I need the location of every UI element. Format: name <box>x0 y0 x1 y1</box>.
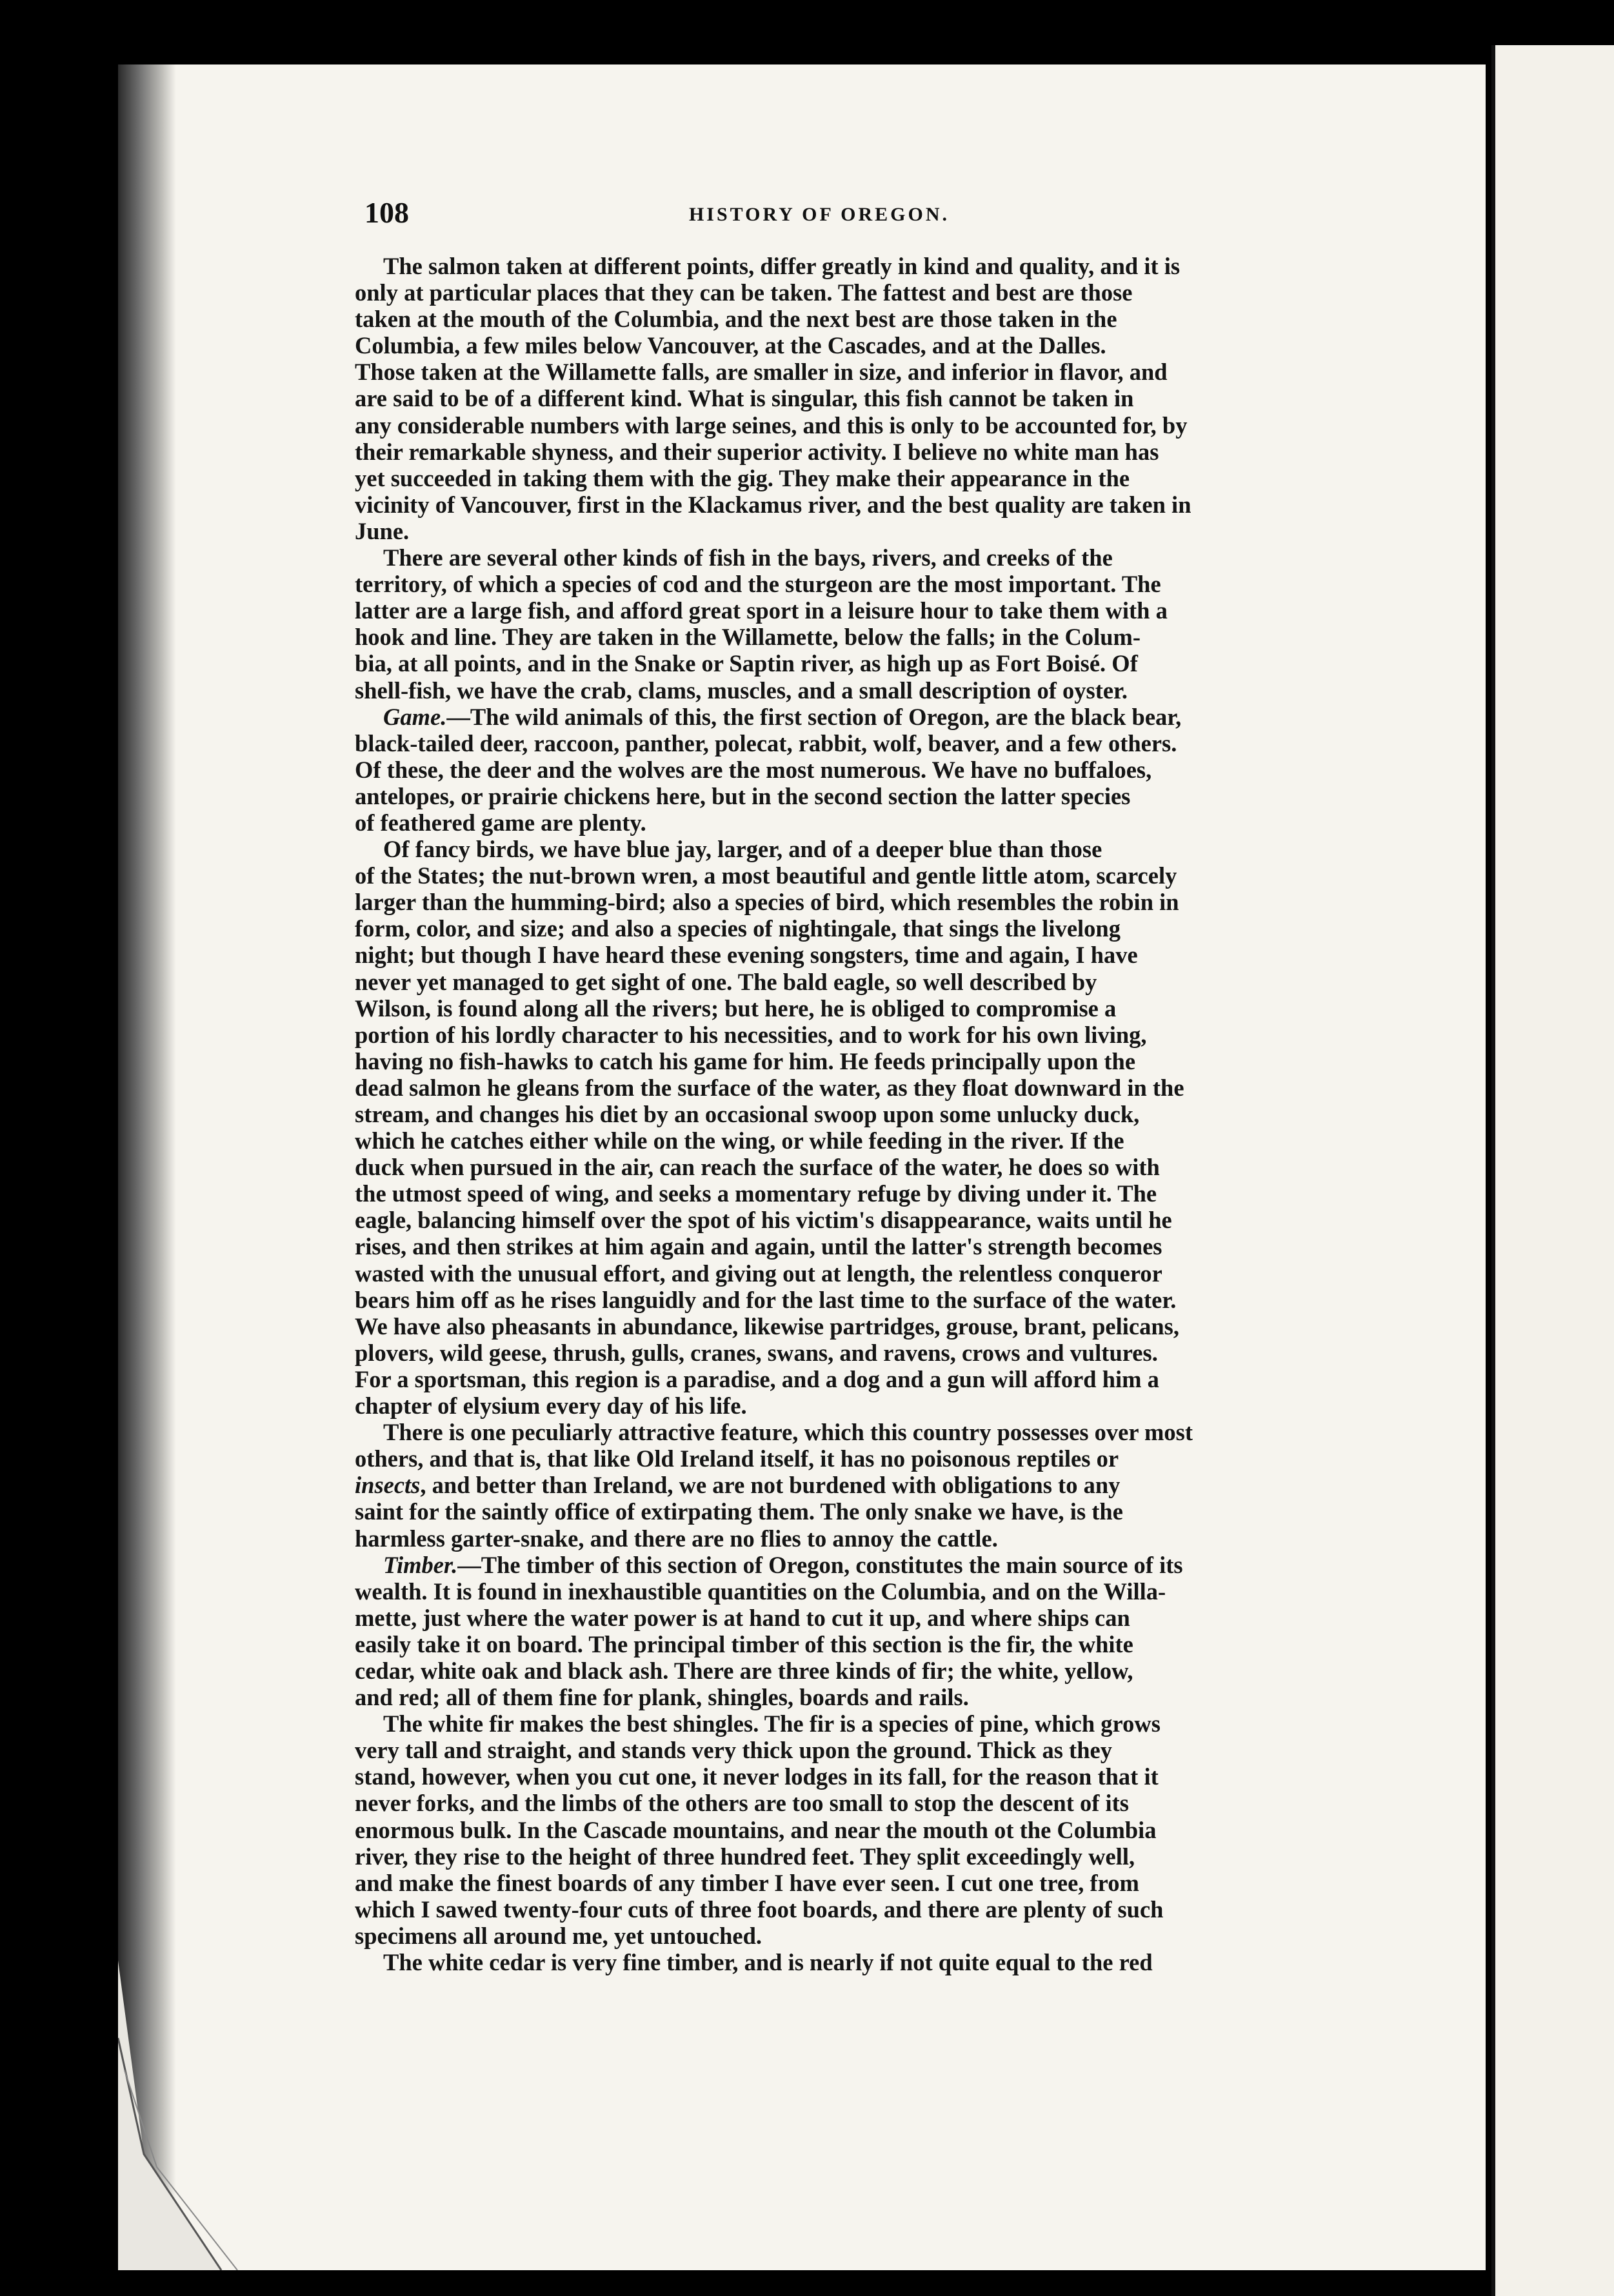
line-text: form, color, and size; and also a species of nightingale, that sings the livelong <box>355 915 1121 942</box>
line-text: Of fancy birds, we have blue jay, larger, and of a deeper blue than those <box>383 836 1102 863</box>
text-line <box>355 1525 1277 1552</box>
line-text: —The timber of this section of Oregon, constitutes the main source of its <box>457 1551 1183 1578</box>
line-text: territory, of which a species of cod and the sturgeon are the most important. The <box>355 571 1161 598</box>
text-line <box>355 385 1277 411</box>
line-text: There are several other kinds of fish in the bays, rivers, and creeks of the <box>383 544 1113 571</box>
italic-word: insects <box>355 1472 421 1499</box>
line-text: black-tailed deer, raccoon, panther, polecat, rabbit, wolf, beaver, and a few others. <box>355 729 1177 757</box>
text-line <box>355 359 1277 385</box>
line-text: The white fir makes the best shingles. The fir is a species of pine, which grows <box>383 1710 1161 1737</box>
book-spine-shadow <box>118 64 176 2270</box>
line-text: Columbia, a few miles below Vancouver, at the Cascades, and at the Dalles. <box>355 332 1106 359</box>
line-text: antelopes, or prairie chickens here, but in the second section the latter species <box>355 782 1131 809</box>
text-line <box>355 1154 1277 1180</box>
page-corner-fold <box>118 1961 286 2270</box>
line-text: bears him off as he rises languidly and for the last time to the surface of the water. <box>355 1286 1177 1313</box>
section-heading: Timber. <box>383 1551 458 1578</box>
line-text: latter are a large fish, and afford great sport in a leisure hour to take them with a <box>355 597 1168 624</box>
line-text: wasted with the unusual effort, and giving out at length, the relentless conqueror <box>355 1260 1162 1287</box>
text-line <box>355 650 1277 677</box>
line-text: never forks, and the limbs of the others are too small to stop the descent of its <box>355 1790 1130 1817</box>
line-text: portion of his lordly character to his necessities, and to work for his own living, <box>355 1021 1147 1048</box>
text-line <box>355 306 1277 332</box>
line-text: any considerable numbers with large seines, and this is only to be accounted for, by <box>355 411 1188 439</box>
text-line <box>355 1048 1277 1074</box>
text-line <box>355 1419 1277 1445</box>
line-text: of feathered game are plenty. <box>355 809 646 836</box>
text-line <box>355 518 1277 544</box>
line-text: For a sportsman, this region is a paradise, and a dog and a gun will afford him a <box>355 1365 1159 1392</box>
text-line <box>355 1233 1277 1260</box>
text-line <box>355 889 1277 915</box>
line-text: only at particular places that they can be taken. The fattest and best are those <box>355 279 1133 306</box>
text-line <box>355 412 1277 439</box>
line-text: Wilson, is found along all the rivers; but here, he is obliged to compromise a <box>355 995 1117 1022</box>
line-text: Of these, the deer and the wolves are the most numerous. We have no buffaloes, <box>355 756 1152 783</box>
text-line <box>355 1313 1277 1340</box>
line-text: duck when pursued in the air, can reach the surface of the water, he does so with <box>355 1154 1160 1181</box>
line-text: June. <box>355 517 410 544</box>
line-text: saint for the saintly office of extirpating them. The only snake we have, is the <box>355 1498 1123 1525</box>
text-line <box>355 1392 1277 1419</box>
text-line <box>355 1340 1277 1366</box>
line-text: —The wild animals of this, the first section of Oregon, are the black bear, <box>446 703 1182 730</box>
text-line <box>355 465 1277 491</box>
line-text: having no fish-hawks to catch his game for him. He feeds principally upon the <box>355 1047 1136 1074</box>
line-text: vicinity of Vancouver, first in the Klackamus river, and the best quality are taken in <box>355 491 1191 518</box>
text-line <box>355 1127 1277 1154</box>
line-text: and red; all of them fine for plank, shingles, boards and rails. <box>355 1684 969 1711</box>
section-heading: Game. <box>383 703 447 730</box>
running-head-title: HISTORY OF OREGON. <box>688 204 950 225</box>
line-text: others, and that is, that like Old Ireland itself, it has no poisonous reptiles or <box>355 1445 1119 1472</box>
text-line <box>355 332 1277 359</box>
text-line <box>355 279 1277 306</box>
text-line <box>355 1472 1277 1498</box>
text-line <box>355 1896 1277 1923</box>
line-text: specimens all around me, yet untouched. <box>355 1922 762 1949</box>
text-line <box>355 1790 1277 1816</box>
line-text: rises, and then strikes at him again and again, until the latter's strength becomes <box>355 1233 1162 1260</box>
text-line <box>355 1445 1277 1472</box>
line-text: stream, and changes his diet by an occasional swoop upon some unlucky duck, <box>355 1101 1140 1127</box>
line-text: We have also pheasants in abundance, likewise partridges, grouse, brant, pelicans, <box>355 1312 1179 1340</box>
facing-page-margin <box>1495 45 1614 2296</box>
line-text: night; but though I have heard these evening songsters, time and again, I have <box>355 942 1138 969</box>
line-text: wealth. It is found in inexhaustible quantities on the Columbia, and on the Willa- <box>355 1578 1166 1605</box>
text-line <box>355 1180 1277 1207</box>
text-line <box>355 1366 1277 1392</box>
text-line <box>355 491 1277 518</box>
text-line <box>355 783 1277 809</box>
text-line <box>355 1710 1277 1737</box>
text-line <box>355 995 1277 1022</box>
text-line <box>355 1631 1277 1658</box>
line-text: very tall and straight, and stands very thick upon the ground. Thick as they <box>355 1737 1112 1764</box>
text-line <box>355 253 1277 279</box>
text-line <box>355 969 1277 995</box>
body-text <box>355 253 1277 1975</box>
text-line <box>355 1074 1277 1101</box>
line-text: Those taken at the Willamette falls, are smaller in size, and inferior in flavor, and <box>355 359 1168 386</box>
line-text: harmless garter-snake, and there are no flies to annoy the cattle. <box>355 1525 998 1552</box>
line-text: and make the finest boards of any timber I have ever seen. I cut one tree, from <box>355 1869 1139 1896</box>
text-line <box>355 1101 1277 1127</box>
text-line <box>355 1498 1277 1525</box>
line-text: There is one peculiarly attractive feature, which this country possesses over most <box>383 1419 1193 1446</box>
folded-corner-shape <box>118 1961 221 2270</box>
line-text: , and better than Ireland, we are not burdened with obligations to any <box>420 1472 1121 1499</box>
line-text: stand, however, when you cut one, it never lodges in its fall, for the reason that it <box>355 1763 1159 1790</box>
line-text: larger than the humming-bird; also a species of bird, which resembles the robin in <box>355 889 1179 916</box>
text-line <box>355 597 1277 624</box>
line-text: bia, at all points, and in the Snake or Saptin river, as high up as Fort Boisé. Of <box>355 650 1138 677</box>
line-text: chapter of elysium every day of his life. <box>355 1392 747 1420</box>
line-text: enormous bulk. In the Cascade mountains, and near the mouth ot the Columbia <box>355 1816 1157 1843</box>
line-text: their remarkable shyness, and their superior activity. I believe no white man has <box>355 438 1159 465</box>
text-line <box>355 1658 1277 1684</box>
text-line <box>355 1552 1277 1578</box>
text-line <box>355 1817 1277 1843</box>
text-line <box>355 704 1277 730</box>
text-line <box>355 439 1277 465</box>
text-line <box>355 809 1277 836</box>
text-line <box>355 942 1277 968</box>
text-line <box>355 624 1277 650</box>
text-line <box>355 677 1277 704</box>
line-text: of the States; the nut-brown wren, a most beautiful and gentle little atom, scarcely <box>355 862 1177 889</box>
text-line <box>355 1737 1277 1763</box>
line-text: yet succeeded in taking them with the gig. They make their appearance in the <box>355 464 1130 491</box>
text-line <box>355 1578 1277 1605</box>
text-line <box>355 1605 1277 1631</box>
line-text: hook and line. They are taken in the Willamette, below the falls; in the Colum- <box>355 624 1141 651</box>
line-text: never yet managed to get sight of one. The bald eagle, so well described by <box>355 968 1097 995</box>
text-line <box>355 544 1277 571</box>
line-text: The salmon taken at different points, differ greatly in kind and quality, and it is <box>383 253 1181 279</box>
text-line <box>355 836 1277 862</box>
line-text: plovers, wild geese, thrush, gulls, cranes, swans, and ravens, crows and vultures. <box>355 1339 1158 1366</box>
text-line <box>355 1923 1277 1949</box>
text-line <box>355 730 1277 757</box>
text-line <box>355 1843 1277 1870</box>
line-text: The white cedar is very fine timber, and is nearly if not quite equal to the red <box>383 1949 1153 1975</box>
line-text: cedar, white oak and black ash. There are three kinds of fir; the white, yellow, <box>355 1657 1133 1684</box>
text-line <box>355 1207 1277 1233</box>
text-line <box>355 757 1277 783</box>
text-line <box>355 1763 1277 1790</box>
line-text: which I sawed twenty-four cuts of three foot boards, and there are plenty of such <box>355 1895 1164 1923</box>
line-text: which he catches either while on the wing, or while feeding in the river. If the <box>355 1127 1124 1154</box>
text-line <box>355 862 1277 889</box>
line-text: the utmost speed of wing, and seeks a momentary refuge by diving under it. The <box>355 1180 1157 1207</box>
text-line <box>355 1684 1277 1710</box>
line-text: shell-fish, we have the crab, clams, muscles, and a small description of oyster. <box>355 677 1128 704</box>
text-line <box>355 571 1277 597</box>
text-line <box>355 1260 1277 1287</box>
line-text: river, they rise to the height of three hundred feet. They split exceedingly well, <box>355 1843 1135 1870</box>
text-line <box>355 1870 1277 1896</box>
line-text: taken at the mouth of the Columbia, and the next best are those taken in the <box>355 306 1117 333</box>
text-line <box>355 1287 1277 1313</box>
page-number: 108 <box>364 196 409 229</box>
text-line <box>355 915 1277 942</box>
text-line <box>355 1022 1277 1048</box>
line-text: easily take it on board. The principal timber of this section is the fir, the white <box>355 1630 1133 1658</box>
line-text: are said to be of a different kind. What is singular, this fish cannot be taken in <box>355 385 1134 412</box>
line-text: eagle, balancing himself over the spot of his victim's disappearance, waits until he <box>355 1207 1172 1234</box>
line-text: dead salmon he gleans from the surface of the water, as they float downward in the <box>355 1074 1184 1101</box>
page-header <box>364 193 1274 232</box>
text-line <box>355 1949 1277 1975</box>
line-text: mette, just where the water power is at hand to cut it up, and where ships can <box>355 1604 1130 1631</box>
